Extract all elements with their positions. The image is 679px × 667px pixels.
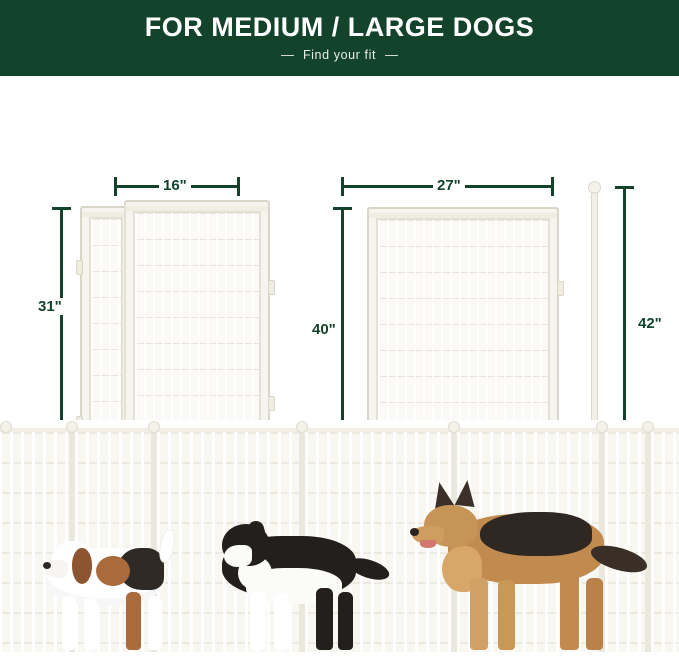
small-height-label: 31" bbox=[34, 298, 66, 315]
large-height-label: 40" bbox=[308, 321, 340, 338]
large-width-cap-right bbox=[551, 177, 554, 196]
fence-panel bbox=[648, 428, 679, 653]
small-width-cap-left bbox=[114, 177, 117, 196]
post-ball-icon bbox=[642, 421, 654, 433]
header-subtitle: Find your fit bbox=[302, 48, 377, 62]
post-ball-icon bbox=[448, 421, 460, 433]
small-panel-hinge-right-top bbox=[268, 280, 275, 295]
page-title: FOR MEDIUM / LARGE DOGS bbox=[144, 12, 535, 42]
fence-panel bbox=[602, 428, 648, 653]
small-width-label: 16" bbox=[159, 177, 191, 194]
post-ball-icon bbox=[0, 421, 12, 433]
large-width-cap-left bbox=[341, 177, 344, 196]
small-height-line bbox=[60, 207, 63, 435]
small-panel-seam bbox=[124, 204, 126, 436]
ground-line bbox=[0, 652, 679, 667]
large-panel-hinge-top bbox=[557, 281, 564, 296]
stake-height-cap-top bbox=[615, 186, 634, 189]
dash-right-icon bbox=[385, 55, 398, 56]
large-width-label: 27" bbox=[433, 177, 465, 194]
small-panel-hinge-right-bottom bbox=[268, 396, 275, 411]
small-height-cap-top bbox=[52, 207, 71, 210]
post-ball-icon bbox=[148, 421, 160, 433]
post-ball-icon bbox=[596, 421, 608, 433]
dimension-diagram bbox=[0, 76, 679, 420]
header-subtitle-group bbox=[281, 48, 398, 62]
dash-left-icon bbox=[281, 55, 294, 56]
large-height-cap-top bbox=[333, 207, 352, 210]
post-ball-icon bbox=[296, 421, 308, 433]
post-ball-icon bbox=[66, 421, 78, 433]
stake-height-label: 42" bbox=[634, 315, 666, 332]
header-banner bbox=[0, 0, 679, 76]
small-panel-hinge-top bbox=[76, 260, 83, 275]
small-width-cap-right bbox=[237, 177, 240, 196]
small-panel-front bbox=[124, 200, 270, 438]
